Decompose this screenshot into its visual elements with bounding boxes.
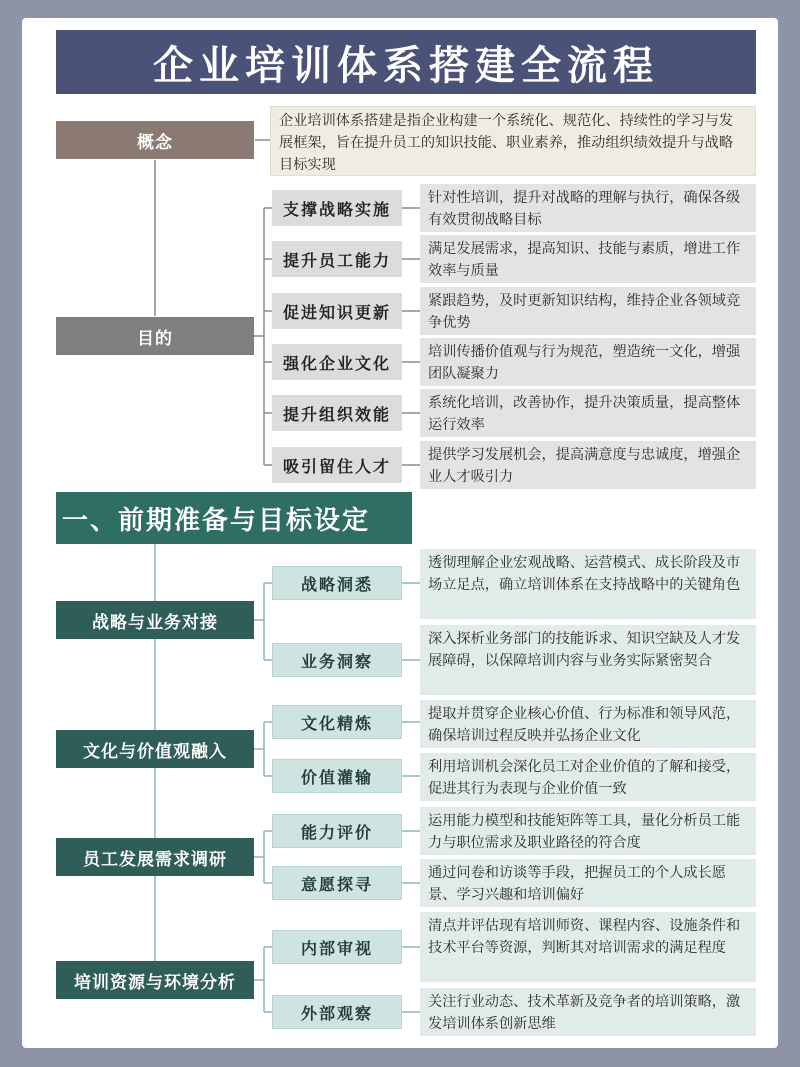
- group-item-text: 清点并评估现有培训师资、课程内容、设施条件和技术平台等资源，判断其对培训需求的满足程度: [420, 912, 756, 982]
- purpose-item-label: 提升组织效能: [272, 395, 402, 431]
- group-item-text: 提取并贯穿企业核心价值、行为标准和领导风范，确保培训过程反映并弘扬企业文化: [420, 700, 756, 748]
- group-item-label: 内部审视: [272, 930, 402, 964]
- group-label: 员工发展需求调研: [56, 838, 254, 876]
- purpose-item-label: 强化企业文化: [272, 344, 402, 380]
- purpose-item-text: 紧跟趋势，及时更新知识结构，维持企业各领域竞争优势: [420, 287, 756, 335]
- group-item-label: 战略洞悉: [272, 566, 402, 600]
- purpose-item-text: 培训传播价值观与行为规范，塑造统一文化，增强团队凝聚力: [420, 338, 756, 386]
- group-item-label: 价值灌输: [272, 759, 402, 793]
- purpose-item-label: 提升员工能力: [272, 241, 402, 277]
- purpose-item-text: 提供学习发展机会，提高满意度与忠诚度，增强企业人才吸引力: [420, 441, 756, 489]
- section-title: 一、前期准备与目标设定: [56, 492, 412, 544]
- group-item-text: 透彻理解企业宏观战略、运营模式、成长阶段及市场立足点，确立培训体系在支持战略中的关键角色: [420, 549, 756, 619]
- purpose-label: 目的: [56, 317, 254, 355]
- purpose-item-text: 满足发展需求，提高知识、技能与素质，增进工作效率与质量: [420, 235, 756, 283]
- purpose-item-text: 针对性培训，提升对战略的理解与执行，确保各级有效贯彻战略目标: [420, 184, 756, 232]
- group-item-label: 文化精炼: [272, 705, 402, 739]
- group-item-text: 深入探析业务部门的技能诉求、知识空缺及人才发展障碍，以保障培训内容与业务实际紧密契合: [420, 625, 756, 695]
- purpose-item-label: 吸引留住人才: [272, 447, 402, 483]
- group-item-label: 业务洞察: [272, 643, 402, 677]
- group-label: 培训资源与环境分析: [56, 961, 254, 999]
- group-item-text: 通过问卷和访谈等手段，把握员工的个人成长愿景、学习兴趣和培训偏好: [420, 859, 756, 907]
- group-item-label: 外部观察: [272, 995, 402, 1029]
- group-item-label: 能力评价: [272, 814, 402, 848]
- group-label: 战略与业务对接: [56, 601, 254, 639]
- group-item-text: 运用能力模型和技能矩阵等工具，量化分析员工能力与职位需求及职业路径的符合度: [420, 807, 756, 855]
- purpose-item-text: 系统化培训，改善协作，提升决策质量，提高整体运行效率: [420, 389, 756, 437]
- group-label: 文化与价值观融入: [56, 730, 254, 768]
- group-item-text: 关注行业动态、技术革新及竞争者的培训策略，激发培训体系创新思维: [420, 988, 756, 1036]
- concept-text: 企业培训体系搭建是指企业构建一个系统化、规范化、持续性的学习与发展框架，旨在提升员工的知识技能、职业素养，推动组织绩效提升与战略目标实现: [270, 106, 756, 176]
- page-title: 企业培训体系搭建全流程: [56, 30, 756, 94]
- group-item-label: 意愿探寻: [272, 866, 402, 900]
- group-item-text: 利用培训机会深化员工对企业价值的了解和接受，促进其行为表现与企业价值一致: [420, 753, 756, 801]
- purpose-item-label: 支撑战略实施: [272, 190, 402, 226]
- concept-label: 概念: [56, 121, 254, 159]
- purpose-item-label: 促进知识更新: [272, 293, 402, 329]
